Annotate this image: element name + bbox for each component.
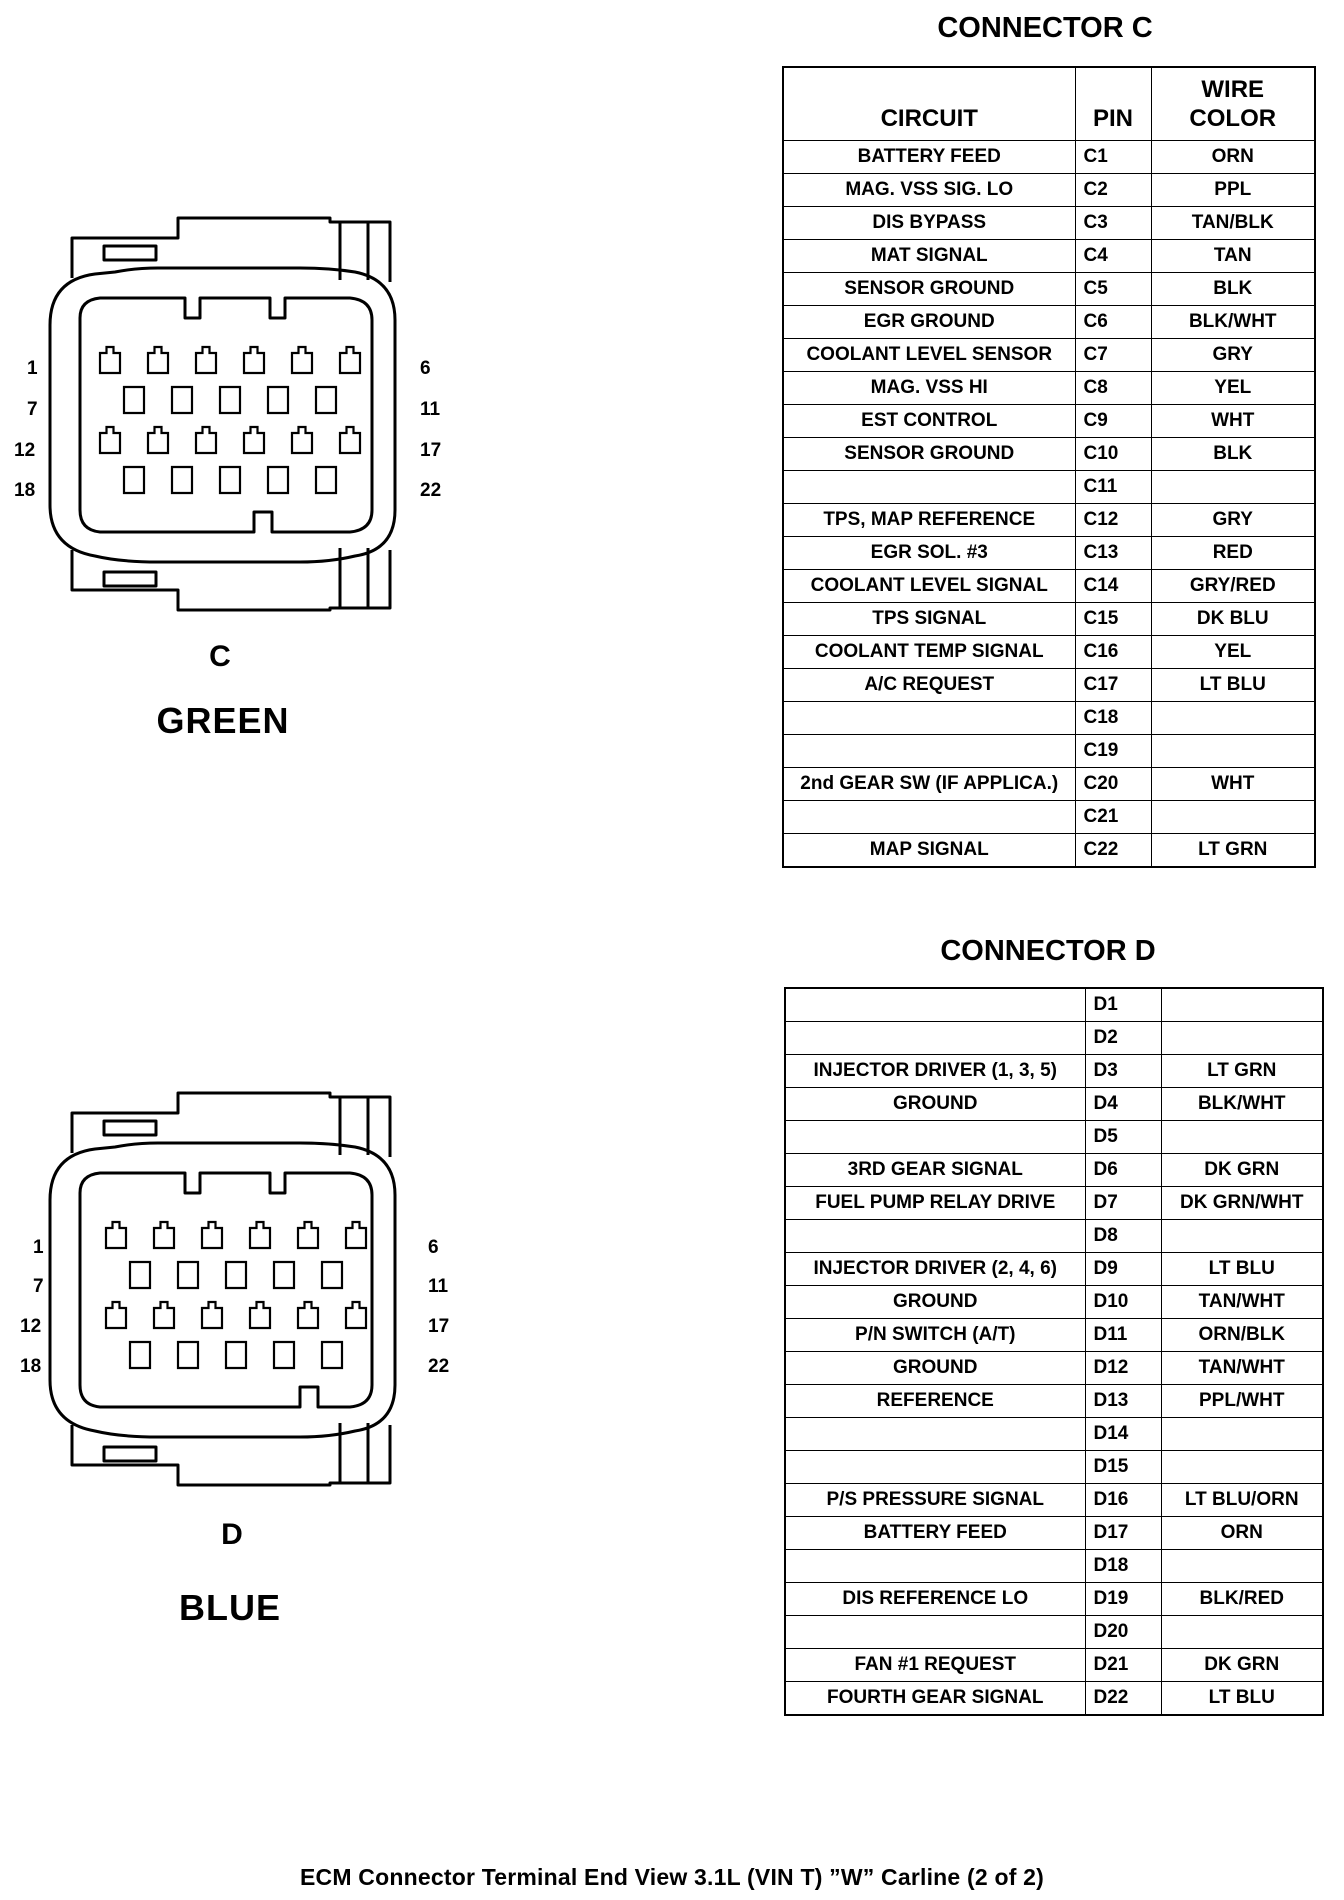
table-row — [783, 471, 1315, 504]
circuit-cell: GROUND — [785, 1088, 1085, 1121]
table-row — [785, 1649, 1323, 1682]
terminal-cavity-6 — [346, 1222, 366, 1248]
terminal-cavity-18 — [124, 467, 144, 493]
pin-cell: C4 — [1075, 240, 1151, 273]
terminal-cavity-17 — [340, 427, 360, 453]
pin-cell: D3 — [1085, 1055, 1161, 1088]
terminal-cavity-21 — [274, 1342, 294, 1368]
table-row — [785, 1616, 1323, 1649]
terminal-cavity-22 — [322, 1342, 342, 1368]
wire-color-cell — [1151, 735, 1315, 768]
connector-c-title: CONNECTOR C — [937, 12, 1153, 44]
circuit-cell — [783, 702, 1075, 735]
terminal-cavity-19 — [178, 1342, 198, 1368]
pin-label-17: 17 — [428, 1316, 450, 1337]
terminal-cavity-1 — [106, 1222, 126, 1248]
pin-cell: C20 — [1075, 768, 1151, 801]
pin-cell: D20 — [1085, 1616, 1161, 1649]
pin-cell: C11 — [1075, 471, 1151, 504]
circuit-cell: FUEL PUMP RELAY DRIVE — [785, 1187, 1085, 1220]
circuit-cell — [785, 1451, 1085, 1484]
table-row — [785, 1385, 1323, 1418]
terminal-cavity-10 — [268, 387, 288, 413]
wire-color-cell: TAN — [1151, 240, 1315, 273]
terminal-cavity-11 — [322, 1262, 342, 1288]
circuit-cell: GROUND — [785, 1352, 1085, 1385]
terminal-cavity-21 — [268, 467, 288, 493]
terminal-cavity-8 — [178, 1262, 198, 1288]
terminal-cavity-19 — [172, 467, 192, 493]
table-row — [785, 1484, 1323, 1517]
wire-color-cell — [1161, 1451, 1323, 1484]
pin-cell: D18 — [1085, 1550, 1161, 1583]
pin-cell: D1 — [1085, 988, 1161, 1022]
pin-label-18: 18 — [14, 480, 36, 501]
table-row — [783, 240, 1315, 273]
pin-cell: C18 — [1075, 702, 1151, 735]
terminal-cavity-9 — [220, 387, 240, 413]
circuit-cell — [785, 988, 1085, 1022]
table-row — [785, 1220, 1323, 1253]
page-footer-caption: ECM Connector Terminal End View 3.1L (VIN T) ”W” Carline (2 of 2) — [300, 1864, 1044, 1890]
pin-cell: C1 — [1075, 141, 1151, 174]
terminal-cavity-14 — [202, 1302, 222, 1328]
circuit-cell: GROUND — [785, 1286, 1085, 1319]
wire-color-cell: LT BLU — [1161, 1253, 1323, 1286]
circuit-cell: MAG. VSS HI — [783, 372, 1075, 405]
table-row — [785, 1055, 1323, 1088]
circuit-cell: P/N SWITCH (A/T) — [785, 1319, 1085, 1352]
wire-color-cell: GRY — [1151, 339, 1315, 372]
circuit-cell — [785, 1616, 1085, 1649]
circuit-cell — [785, 1418, 1085, 1451]
wire-color-cell — [1161, 988, 1323, 1022]
table-row — [785, 1253, 1323, 1286]
pin-label-1: 1 — [27, 358, 38, 379]
circuit-cell: INJECTOR DRIVER (2, 4, 6) — [785, 1253, 1085, 1286]
circuit-cell: COOLANT TEMP SIGNAL — [783, 636, 1075, 669]
connector-c-drawing — [0, 210, 440, 650]
table-row — [783, 603, 1315, 636]
pin-label-7: 7 — [27, 399, 38, 420]
pin-cell: C14 — [1075, 570, 1151, 603]
wire-color-cell: ORN/BLK — [1161, 1319, 1323, 1352]
pin-cell: D12 — [1085, 1352, 1161, 1385]
connector-c-color: GREEN — [156, 700, 290, 741]
terminal-cavity-16 — [298, 1302, 318, 1328]
wire-color-cell: PPL/WHT — [1161, 1385, 1323, 1418]
wire-color-cell — [1151, 471, 1315, 504]
connector-d-cavities — [106, 1222, 366, 1368]
circuit-cell — [783, 735, 1075, 768]
table-row — [783, 537, 1315, 570]
pin-cell: D2 — [1085, 1022, 1161, 1055]
wire-color-cell: PPL — [1151, 174, 1315, 207]
table-header-row — [783, 67, 1315, 141]
circuit-cell: 3RD GEAR SIGNAL — [785, 1154, 1085, 1187]
table-row — [785, 1319, 1323, 1352]
pin-cell: D13 — [1085, 1385, 1161, 1418]
table-row — [785, 1022, 1323, 1055]
circuit-cell: COOLANT LEVEL SIGNAL — [783, 570, 1075, 603]
wire-color-cell: WHT — [1151, 405, 1315, 438]
terminal-cavity-9 — [226, 1262, 246, 1288]
wire-color-cell: ORN — [1161, 1517, 1323, 1550]
circuit-cell: FOURTH GEAR SIGNAL — [785, 1682, 1085, 1716]
pin-cell: C22 — [1075, 834, 1151, 868]
terminal-cavity-10 — [274, 1262, 294, 1288]
terminal-cavity-3 — [196, 347, 216, 373]
pin-cell: D16 — [1085, 1484, 1161, 1517]
table-row — [785, 988, 1323, 1022]
terminal-cavity-13 — [154, 1302, 174, 1328]
terminal-cavity-2 — [154, 1222, 174, 1248]
terminal-cavity-22 — [316, 467, 336, 493]
circuit-cell: MAP SIGNAL — [783, 834, 1075, 868]
pin-label-11: 11 — [420, 399, 441, 420]
terminal-cavity-7 — [124, 387, 144, 413]
pin-cell: D19 — [1085, 1583, 1161, 1616]
pin-label-1: 1 — [33, 1237, 44, 1258]
wire-color-cell: RED — [1151, 537, 1315, 570]
pin-cell: D15 — [1085, 1451, 1161, 1484]
table-row — [785, 1682, 1323, 1716]
circuit-cell: DIS REFERENCE LO — [785, 1583, 1085, 1616]
pin-cell: C7 — [1075, 339, 1151, 372]
circuit-cell: REFERENCE — [785, 1385, 1085, 1418]
wire-color-cell: BLK/WHT — [1151, 306, 1315, 339]
wire-color-cell: YEL — [1151, 372, 1315, 405]
connector-c-cavities — [100, 347, 360, 493]
table-row — [783, 669, 1315, 702]
table-row — [783, 174, 1315, 207]
terminal-cavity-8 — [172, 387, 192, 413]
pin-label-6: 6 — [420, 358, 431, 379]
table-row — [785, 1517, 1323, 1550]
pin-label-22: 22 — [428, 1356, 450, 1377]
pin-cell: D22 — [1085, 1682, 1161, 1716]
connector-c-table — [782, 66, 1316, 868]
terminal-cavity-15 — [244, 427, 264, 453]
pin-cell: C9 — [1075, 405, 1151, 438]
circuit-cell: P/S PRESSURE SIGNAL — [785, 1484, 1085, 1517]
wire-color-cell — [1161, 1121, 1323, 1154]
pin-cell: D11 — [1085, 1319, 1161, 1352]
circuit-cell — [783, 471, 1075, 504]
header-wire-color: WIRE COLOR — [1151, 67, 1315, 141]
wire-color-cell: LT GRN — [1151, 834, 1315, 868]
pin-cell: D6 — [1085, 1154, 1161, 1187]
table-row — [783, 207, 1315, 240]
pin-cell: C12 — [1075, 504, 1151, 537]
table-row — [785, 1286, 1323, 1319]
wire-color-cell: LT BLU/ORN — [1161, 1484, 1323, 1517]
pin-cell: D7 — [1085, 1187, 1161, 1220]
pin-label-7: 7 — [33, 1276, 44, 1297]
terminal-cavity-12 — [100, 427, 120, 453]
table-row — [785, 1088, 1323, 1121]
circuit-cell — [785, 1550, 1085, 1583]
table-row — [783, 339, 1315, 372]
terminal-cavity-18 — [130, 1342, 150, 1368]
terminal-cavity-3 — [202, 1222, 222, 1248]
circuit-cell: 2nd GEAR SW (IF APPLICA.) — [783, 768, 1075, 801]
terminal-cavity-4 — [250, 1222, 270, 1248]
pin-cell: D5 — [1085, 1121, 1161, 1154]
terminal-cavity-4 — [244, 347, 264, 373]
terminal-cavity-14 — [196, 427, 216, 453]
terminal-cavity-17 — [346, 1302, 366, 1328]
wire-color-cell — [1151, 801, 1315, 834]
wire-color-cell — [1161, 1022, 1323, 1055]
terminal-cavity-13 — [148, 427, 168, 453]
pin-cell: C21 — [1075, 801, 1151, 834]
pin-cell: C10 — [1075, 438, 1151, 471]
table-row — [783, 273, 1315, 306]
wire-color-cell: BLK/WHT — [1161, 1088, 1323, 1121]
pin-cell: C19 — [1075, 735, 1151, 768]
wire-color-cell: TAN/WHT — [1161, 1286, 1323, 1319]
table-row — [785, 1121, 1323, 1154]
wire-color-cell: LT BLU — [1161, 1682, 1323, 1716]
connector-d-rows — [785, 988, 1323, 1715]
wire-color-cell — [1161, 1220, 1323, 1253]
circuit-cell: BATTERY FEED — [783, 141, 1075, 174]
pin-label-12: 12 — [14, 440, 36, 461]
pin-cell: D8 — [1085, 1220, 1161, 1253]
pin-cell: D4 — [1085, 1088, 1161, 1121]
circuit-cell: TPS SIGNAL — [783, 603, 1075, 636]
table-row — [783, 141, 1315, 174]
table-row — [785, 1187, 1323, 1220]
connector-d-drawing — [0, 1085, 440, 1525]
wire-color-cell: LT BLU — [1151, 669, 1315, 702]
pin-label-18: 18 — [20, 1356, 42, 1377]
table-row — [783, 372, 1315, 405]
header-circuit: CIRCUIT — [783, 67, 1075, 141]
circuit-cell: EGR SOL. #3 — [783, 537, 1075, 570]
terminal-cavity-5 — [292, 347, 312, 373]
pin-label-11: 11 — [428, 1276, 449, 1297]
pin-cell: D10 — [1085, 1286, 1161, 1319]
wire-color-cell: BLK — [1151, 438, 1315, 471]
terminal-cavity-20 — [220, 467, 240, 493]
wire-color-cell: WHT — [1151, 768, 1315, 801]
wire-color-cell — [1161, 1418, 1323, 1451]
circuit-cell: INJECTOR DRIVER (1, 3, 5) — [785, 1055, 1085, 1088]
circuit-cell — [785, 1022, 1085, 1055]
table-row — [783, 438, 1315, 471]
pin-cell: C8 — [1075, 372, 1151, 405]
pin-cell: C5 — [1075, 273, 1151, 306]
wire-color-cell: DK GRN — [1161, 1649, 1323, 1682]
circuit-cell: COOLANT LEVEL SENSOR — [783, 339, 1075, 372]
circuit-cell: BATTERY FEED — [785, 1517, 1085, 1550]
circuit-cell — [783, 801, 1075, 834]
pin-label-12: 12 — [20, 1316, 42, 1337]
wire-color-cell: DK GRN/WHT — [1161, 1187, 1323, 1220]
table-row — [785, 1550, 1323, 1583]
table-row — [783, 702, 1315, 735]
wire-color-cell — [1161, 1616, 1323, 1649]
table-row — [783, 504, 1315, 537]
terminal-cavity-7 — [130, 1262, 150, 1288]
header-pin: PIN — [1075, 67, 1151, 141]
circuit-cell: EGR GROUND — [783, 306, 1075, 339]
table-row — [783, 306, 1315, 339]
pin-cell: C2 — [1075, 174, 1151, 207]
wire-color-cell: BLK — [1151, 273, 1315, 306]
connector-d-table — [784, 987, 1324, 1716]
table-row — [785, 1418, 1323, 1451]
wire-color-cell: DK BLU — [1151, 603, 1315, 636]
pin-cell: D17 — [1085, 1517, 1161, 1550]
table-row — [783, 636, 1315, 669]
table-row — [785, 1583, 1323, 1616]
circuit-cell: A/C REQUEST — [783, 669, 1075, 702]
terminal-cavity-12 — [106, 1302, 126, 1328]
pin-cell: C17 — [1075, 669, 1151, 702]
circuit-cell: EST CONTROL — [783, 405, 1075, 438]
table-row — [783, 834, 1315, 868]
table-row — [783, 768, 1315, 801]
pin-label-22: 22 — [420, 480, 442, 501]
connector-d-title: CONNECTOR D — [940, 935, 1156, 967]
table-row — [783, 735, 1315, 768]
terminal-cavity-20 — [226, 1342, 246, 1368]
pin-cell: C13 — [1075, 537, 1151, 570]
pin-cell: C3 — [1075, 207, 1151, 240]
terminal-cavity-1 — [100, 347, 120, 373]
terminal-cavity-16 — [292, 427, 312, 453]
wire-color-cell: YEL — [1151, 636, 1315, 669]
table-row — [783, 405, 1315, 438]
circuit-cell: FAN #1 REQUEST — [785, 1649, 1085, 1682]
circuit-cell: DIS BYPASS — [783, 207, 1075, 240]
pin-label-17: 17 — [420, 440, 442, 461]
pin-cell: D21 — [1085, 1649, 1161, 1682]
circuit-cell — [785, 1121, 1085, 1154]
wire-color-cell: ORN — [1151, 141, 1315, 174]
pin-cell: D14 — [1085, 1418, 1161, 1451]
pin-cell: C6 — [1075, 306, 1151, 339]
wire-color-cell: GRY — [1151, 504, 1315, 537]
terminal-cavity-15 — [250, 1302, 270, 1328]
pin-cell: C15 — [1075, 603, 1151, 636]
connector-c-rows — [783, 141, 1315, 868]
circuit-cell: MAT SIGNAL — [783, 240, 1075, 273]
wire-color-cell — [1161, 1550, 1323, 1583]
terminal-cavity-2 — [148, 347, 168, 373]
wire-color-cell: TAN/BLK — [1151, 207, 1315, 240]
table-row — [783, 570, 1315, 603]
wire-color-cell: GRY/RED — [1151, 570, 1315, 603]
circuit-cell: TPS, MAP REFERENCE — [783, 504, 1075, 537]
wire-color-cell: DK GRN — [1161, 1154, 1323, 1187]
circuit-cell — [785, 1220, 1085, 1253]
circuit-cell: SENSOR GROUND — [783, 273, 1075, 306]
table-row — [783, 801, 1315, 834]
connector-c-letter: C — [209, 640, 231, 673]
pin-cell: D9 — [1085, 1253, 1161, 1286]
wire-color-cell — [1151, 702, 1315, 735]
circuit-cell: MAG. VSS SIG. LO — [783, 174, 1075, 207]
pin-cell: C16 — [1075, 636, 1151, 669]
terminal-cavity-6 — [340, 347, 360, 373]
pin-label-6: 6 — [428, 1237, 439, 1258]
table-row — [785, 1154, 1323, 1187]
wire-color-cell: BLK/RED — [1161, 1583, 1323, 1616]
circuit-cell: SENSOR GROUND — [783, 438, 1075, 471]
table-row — [785, 1352, 1323, 1385]
connector-d-letter: D — [221, 1518, 243, 1551]
terminal-cavity-11 — [316, 387, 336, 413]
wire-color-cell: LT GRN — [1161, 1055, 1323, 1088]
wire-color-cell: TAN/WHT — [1161, 1352, 1323, 1385]
connector-d-color: BLUE — [179, 1587, 281, 1628]
terminal-cavity-5 — [298, 1222, 318, 1248]
table-row — [785, 1451, 1323, 1484]
